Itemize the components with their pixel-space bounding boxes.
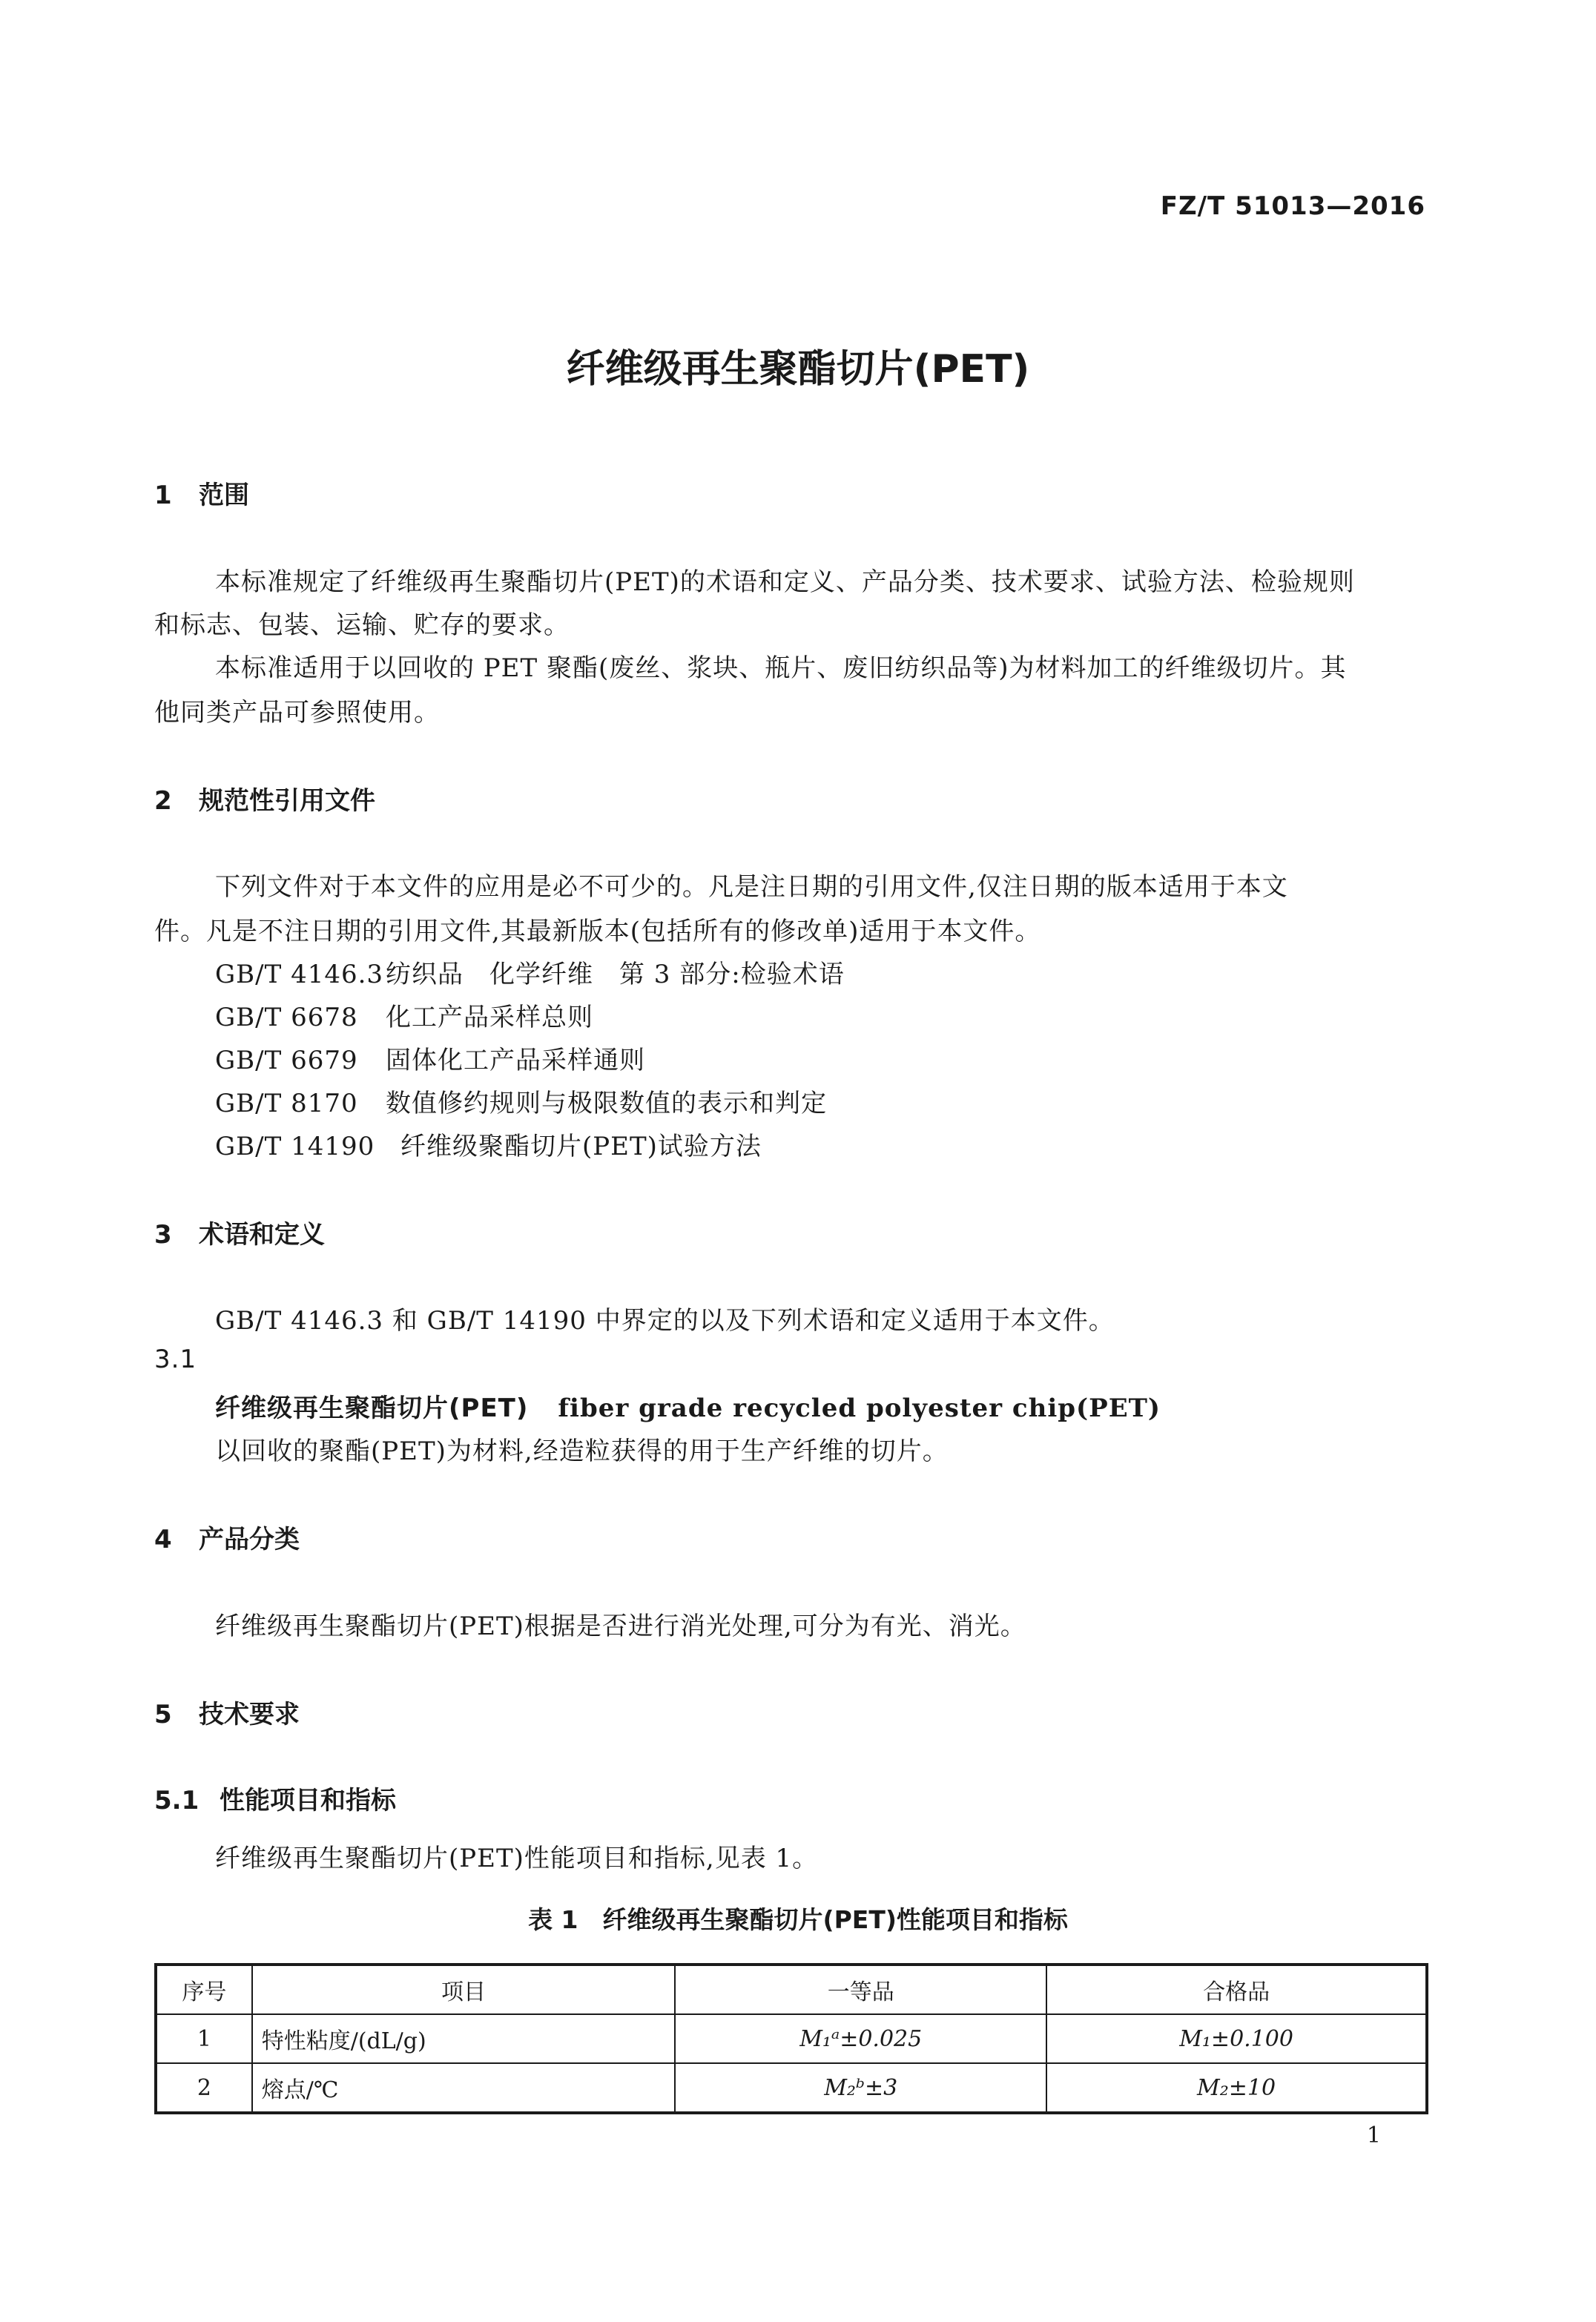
cell-no: 2 xyxy=(156,2063,252,2113)
section-title: 术语和定义 xyxy=(199,1220,325,1250)
table-row xyxy=(156,2014,1427,2063)
cell-item: 熔点/℃ xyxy=(252,2063,676,2113)
section-4-heading xyxy=(154,1519,300,1555)
reference-code: GB/T 6679 xyxy=(215,1046,358,1075)
paragraph-line: 他同类产品可参照使用。 xyxy=(154,698,440,728)
table-row xyxy=(156,2063,1427,2113)
reference-item xyxy=(215,1083,827,1119)
section-number: 1 xyxy=(154,481,172,510)
reference-code: GB/T 4146.3 xyxy=(215,960,384,989)
header-cell-first-class: 一等品 xyxy=(675,1965,1046,2014)
page-number: 1 xyxy=(1366,2123,1381,2148)
paragraph-line: 下列文件对于本文件的应用是必不可少的。凡是注日期的引用文件,仅注日期的版本适用于本文 xyxy=(215,872,1288,902)
reference-title: 固体化工产品采样通则 xyxy=(386,1046,645,1075)
section-number: 4 xyxy=(154,1525,172,1554)
section-3-heading xyxy=(154,1214,325,1250)
cell-first-class: M₂ᵇ±3 xyxy=(675,2063,1046,2113)
document-code: FZ/T 51013—2016 xyxy=(1160,191,1425,221)
table-header-row xyxy=(156,1965,1427,2014)
reference-title: 化工产品采样总则 xyxy=(386,1003,593,1032)
reference-item xyxy=(215,1040,645,1076)
paragraph-line: 和标志、包装、运输、贮存的要求。 xyxy=(154,610,570,640)
table-caption: 表 1 纤维级再生聚酯切片(PET)性能项目和指标 xyxy=(528,1905,1068,1934)
subsection-number: 5.1 xyxy=(154,1786,200,1815)
term-entry xyxy=(215,1388,1161,1424)
cell-no: 1 xyxy=(156,2014,252,2063)
reference-item xyxy=(215,1126,762,1162)
paragraph-line: 本标准规定了纤维级再生聚酯切片(PET)的术语和定义、产品分类、技术要求、试验方法、检验规则 xyxy=(215,567,1355,597)
section-title: 规范性引用文件 xyxy=(199,786,375,816)
subsection-number: 3.1 xyxy=(154,1345,197,1374)
cell-first-class: M₁ᵃ±0.025 xyxy=(675,2014,1046,2063)
reference-code: GB/T 8170 xyxy=(215,1089,358,1118)
reference-code: GB/T 6678 xyxy=(215,1003,358,1032)
section-5-heading xyxy=(154,1694,300,1730)
reference-title: 纺织品 化学纤维 第 3 部分:检验术语 xyxy=(386,960,845,989)
cell-item: 特性粘度/(dL/g) xyxy=(252,2014,676,2063)
term-english: fiber grade recycled polyester chip(PET) xyxy=(558,1393,1161,1423)
paragraph-line: 件。凡是不注日期的引用文件,其最新版本(包括所有的修改单)适用于本文件。 xyxy=(154,917,1041,946)
header-cell-no: 序号 xyxy=(156,1965,252,2014)
cell-qualified: M₁±0.100 xyxy=(1046,2014,1427,2063)
section-number: 5 xyxy=(154,1700,172,1729)
term-definition: 以回收的聚酯(PET)为材料,经造粒获得的用于生产纤维的切片。 xyxy=(215,1437,949,1466)
section-title: 技术要求 xyxy=(199,1700,300,1729)
term-chinese: 纤维级再生聚酯切片(PET) xyxy=(215,1393,529,1423)
subsection-5-1-heading xyxy=(154,1780,396,1816)
reference-item xyxy=(215,954,845,990)
section-title: 产品分类 xyxy=(199,1525,300,1554)
section-title: 范围 xyxy=(199,481,249,510)
document-title: 纤维级再生聚酯切片(PET) xyxy=(566,347,1030,392)
reference-code: GB/T 14190 xyxy=(215,1132,375,1161)
reference-title: 纤维级聚酯切片(PET)试验方法 xyxy=(400,1132,762,1161)
header-cell-item: 项目 xyxy=(252,1965,676,2014)
section-number: 3 xyxy=(154,1220,172,1250)
paragraph-line: 纤维级再生聚酯切片(PET)性能项目和指标,见表 1。 xyxy=(215,1844,819,1873)
section-1-heading xyxy=(154,475,249,511)
paragraph-line: GB/T 4146.3 和 GB/T 14190 中界定的以及下列术语和定义适用于本文件。 xyxy=(215,1306,1115,1336)
spec-table xyxy=(154,1963,1428,2114)
section-number: 2 xyxy=(154,786,172,816)
paragraph-line: 纤维级再生聚酯切片(PET)根据是否进行消光处理,可分为有光、消光。 xyxy=(215,1612,1026,1641)
reference-title: 数值修约规则与极限数值的表示和判定 xyxy=(386,1089,827,1118)
subsection-title: 性能项目和指标 xyxy=(220,1786,396,1815)
section-2-heading xyxy=(154,780,375,817)
cell-qualified: M₂±10 xyxy=(1046,2063,1427,2113)
paragraph-line: 本标准适用于以回收的 PET 聚酯(废丝、浆块、瓶片、废旧纺织品等)为材料加工的纤维级切片。其 xyxy=(215,653,1347,683)
reference-item xyxy=(215,997,593,1033)
header-cell-qualified: 合格品 xyxy=(1046,1965,1427,2014)
